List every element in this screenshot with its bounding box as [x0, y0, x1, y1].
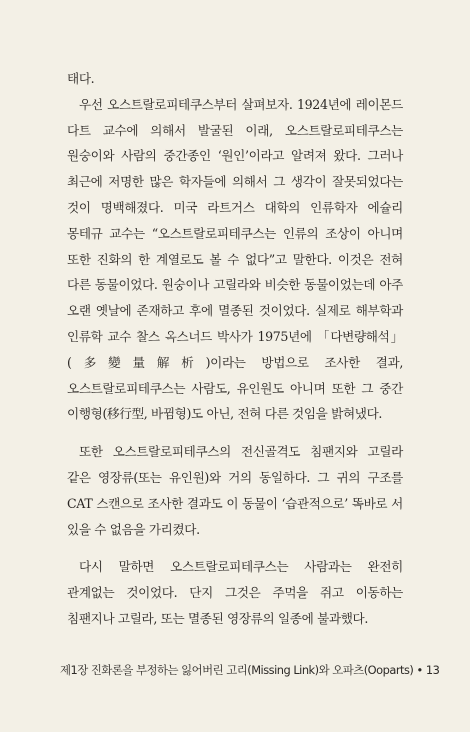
paragraph-australopithecus-intro: 우선 오스트랄로피테쿠스부터 살펴보자. 1924년에 레이몬드 다트 교수에 의해서 발굴된 이래, 오스트랄로피테쿠스는 원숭이와 사람의 중간종인 ‘원인’이라고 알려져 왔다. 그러나 최근에 저명한 많은 학자들에 의해서 그 생각이 잘못되었다는 것이 명백해졌다. 미국 라트거스 대학의 인류학자 에슐리 몽테규 교수는 “오스트랄로피테쿠스는 인류의 조상이 아니며 또한 진화의 한 계열로도 볼 수 없다”고 말한다. 이것은 전혀 다른 동물이었다. 원숭이나 고릴라와 비슷한 동물이었는데 아주 오랜 옛날에 존재하고 후에 멸종된 것이었다. 실제로 해부학과 인류학 교수 찰스 옥스너드 박사가 1975년에 「다변량해석」(多變量解析)이라는 방법으로 조사한 결과, 오스트랄로피테쿠스는 사람도, 유인원도 아니며 또한 그 중간 이행형(移行型, 바뀜형)도 아닌, 전혀 다른 것임을 밝혀냈다. — [67, 96, 403, 422]
paragraph-conclusion: 다시 말하면 오스트랄로피테쿠스는 사람과는 완전히 관계없는 것이었다. 단지 그것은 주먹을 쥐고 이동하는 침팬지나 고릴라, 또는 멸종된 영장류의 일종에 불과했다. — [67, 559, 403, 626]
paragraph-continuation: 태다. — [67, 71, 95, 86]
running-head: 제1장 진화론을 부정하는 잃어버린 고리(Missing Link)와 오파츠(Ooparts) — [60, 663, 414, 677]
page-footer — [60, 662, 440, 678]
page-number: 13 — [425, 663, 440, 677]
body-text — [67, 66, 403, 632]
paragraph-skeleton: 또한 오스트랄로피테쿠스의 전신골격도 침팬지와 고릴라 같은 영장류(또는 유인원)와 거의 동일하다. 그 귀의 구조를 CAT 스캔으로 조사한 결과도 이 동물이 ‘습관적으로’ 똑바로 서 있을 수 없음을 가리켰다. — [67, 444, 403, 537]
paragraph-gap — [67, 427, 403, 439]
footer-separator: • — [416, 663, 423, 677]
paragraph-gap — [67, 542, 403, 554]
